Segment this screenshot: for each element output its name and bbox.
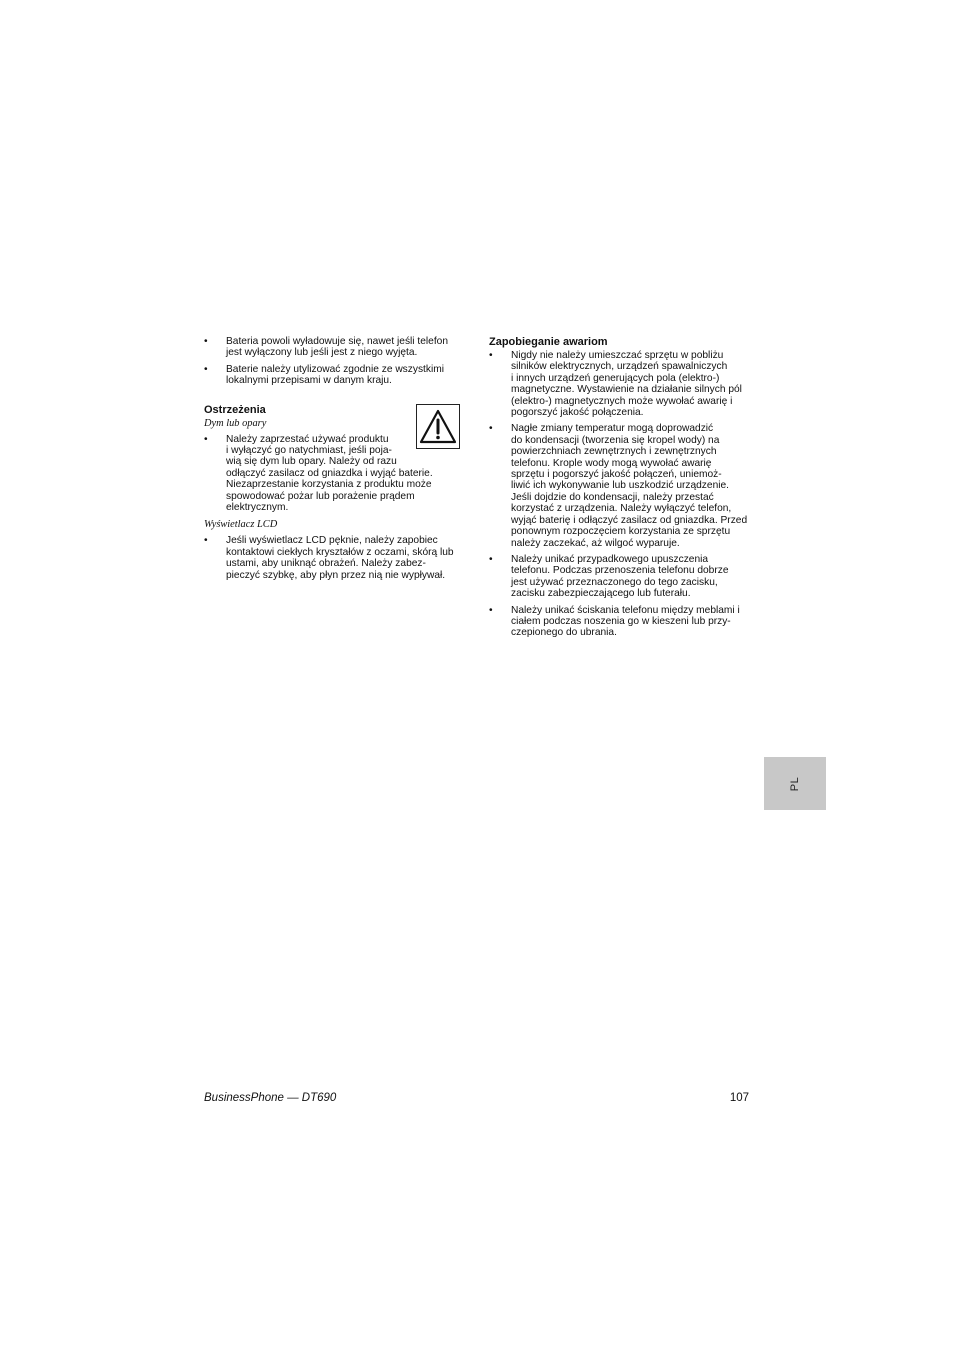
list-item bbox=[489, 605, 753, 639]
text-line: • Nigdy nie należy umieszczać sprzętu w pobliżu bbox=[511, 350, 724, 361]
list-item bbox=[489, 554, 753, 600]
text-line: sprzętu i pogorszyć jakość połączeń, uniemoż- bbox=[511, 469, 722, 481]
text-line: • Należy zaprzestać używać produktu bbox=[226, 433, 389, 445]
language-tab bbox=[764, 757, 826, 810]
text-line: należy zaczekać, aż wilgoć wyparuje. bbox=[511, 537, 680, 549]
lcd-bullet-list bbox=[204, 535, 466, 581]
text-line: kontaktowi ciekłych kryształów z oczami, skórą lub bbox=[226, 546, 454, 558]
text-line: • Bateria powoli wyładowuje się, nawet jeśli telefon bbox=[226, 336, 448, 347]
text-line: • Należy unikać ściskania telefonu między meblami i bbox=[511, 604, 740, 616]
list-item bbox=[204, 535, 466, 581]
footer-product-title: BusinessPhone — DT690 bbox=[204, 1092, 337, 1104]
text-line: pogorszyć jakość połączenia. bbox=[511, 407, 644, 419]
text-line: wią się dym lub opary. Należy od razu bbox=[226, 456, 397, 468]
text-line: Niezaprzestanie korzystania z produktu może bbox=[226, 479, 432, 491]
text-line: odłączyć zasilacz od gniazdka i wyjąć baterie. bbox=[226, 467, 433, 479]
list-item bbox=[489, 350, 753, 418]
text-line: ponownym rozpoczęciem korzystania ze sprzętu bbox=[511, 526, 731, 538]
text-line: • Nagłe zmiany temperatur mogą doprowadzić bbox=[511, 423, 714, 435]
failure-prevention-heading: Zapobieganie awariom bbox=[489, 336, 608, 348]
text-line: czepionego do ubrania. bbox=[511, 627, 617, 639]
text-line: do kondensacji (tworzenia się kropel wody) na bbox=[511, 434, 720, 446]
failure-prevention-bullet-list bbox=[489, 350, 753, 639]
text-line: liwić ich wykonywanie lub uszkodzić urządzenie. bbox=[511, 480, 729, 492]
text-line: • Jeśli wyświetlacz LCD pęknie, należy zapobiec bbox=[226, 535, 438, 547]
text-line: i innych urządzeń generujących pola (elektro-) bbox=[511, 372, 720, 384]
list-item bbox=[204, 336, 466, 359]
text-line: Jeśli dojdzie do kondensacji, należy przestać bbox=[511, 491, 714, 503]
text-line: ustami, aby uniknąć obrażeń. Należy zabez- bbox=[226, 558, 426, 570]
text-line: korzystać z urządzenia. Należy wyłączyć telefon, bbox=[511, 503, 732, 515]
text-line: telefonu. Podczas przenoszenia telefonu dobrze bbox=[511, 565, 729, 577]
smoke-subheading: Dym lub opary bbox=[204, 417, 267, 429]
warnings-heading: Ostrzeżenia bbox=[204, 403, 266, 416]
warning-triangle-icon bbox=[416, 404, 460, 449]
list-item bbox=[204, 364, 466, 387]
left-column bbox=[204, 336, 466, 586]
text-line: • Należy unikać przypadkowego upuszczenia bbox=[511, 553, 709, 565]
text-line: zacisku zabezpieczającego lub futerału. bbox=[511, 588, 691, 600]
lcd-subheading: Wyświetlacz LCD bbox=[204, 519, 278, 531]
text-line: silników elektrycznych, urządzeń spawalniczych bbox=[511, 361, 728, 373]
text-line: elektrycznym. bbox=[226, 502, 289, 514]
page-number: 107 bbox=[729, 1092, 749, 1104]
battery-bullet-list bbox=[204, 336, 466, 387]
text-line: (elektro-) magnetycznych może wywołać awarię i bbox=[511, 395, 733, 407]
text-line: wyjąć baterię i odłączyć zasilacz od gniazdka. Przed bbox=[511, 514, 748, 526]
language-tab-label: PL bbox=[789, 776, 801, 791]
text-line: powierzchniach zewnętrznych i zewnętrznych bbox=[511, 446, 717, 458]
text-line: i wyłączyć go natychmiast, jeśli poja- bbox=[226, 445, 392, 457]
text-line: jest używać przeznaczonego do tego zacisku, bbox=[511, 576, 718, 588]
text-line: ciałem podczas noszenia go w kieszeni lub przy- bbox=[511, 615, 731, 627]
text-line: lokalnymi przepisami w danym kraju. bbox=[226, 375, 392, 387]
text-line: jest wyłączony lub jeśli jest z niego wyjęta. bbox=[226, 347, 418, 359]
text-line: magnetyczne. Wystawienie na działanie silnych pól bbox=[511, 384, 742, 396]
text-line: • Baterie należy utylizować zgodnie ze wszystkimi bbox=[226, 363, 444, 375]
text-line: telefonu. Krople wody mogą wywołać awarię bbox=[511, 457, 712, 469]
right-column bbox=[489, 336, 753, 644]
list-item bbox=[489, 423, 753, 548]
text-line: pieczyć szybkę, aby płyn przez nią nie wypływał. bbox=[226, 569, 446, 581]
text-line: spowodować pożar lub porażenie prądem bbox=[226, 490, 415, 502]
